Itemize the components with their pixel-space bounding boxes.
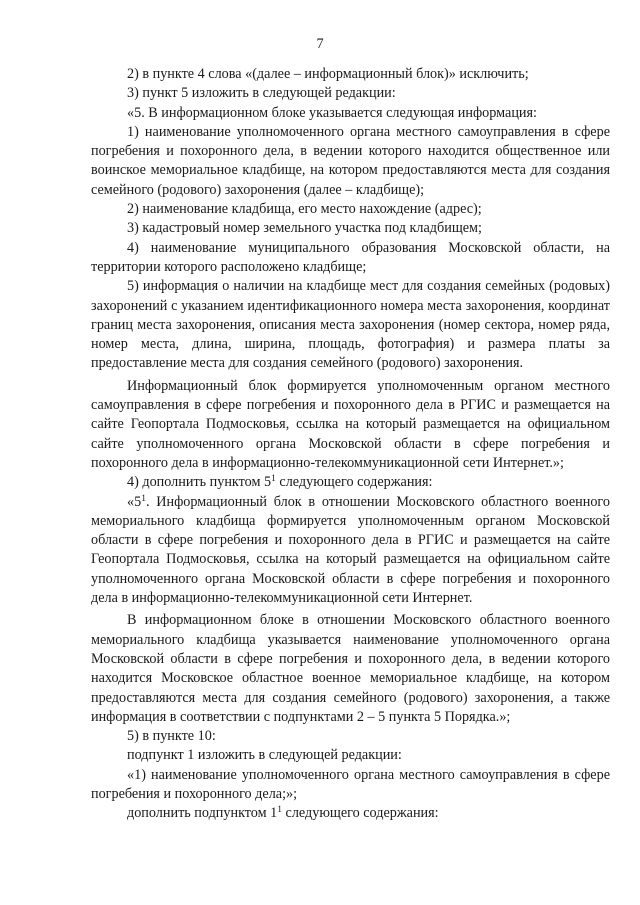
text-fragment: следующего содержания: — [281, 805, 439, 822]
paragraph-amend-item-5: 3) пункт 5 изложить в следующей редакции: — [127, 85, 396, 102]
paragraph-add-item-5-1 — [91, 473, 610, 492]
paragraph-item-5-intro: «5. В информационном блоке указывается следующая информация: — [127, 104, 537, 121]
paragraph-amend-item-4: 2) в пункте 4 слова «(далее – информационный блок)» исключить; — [127, 66, 529, 82]
text-fragment: «5 — [127, 493, 142, 510]
superscript-index: 1 — [271, 474, 276, 485]
paragraph-item-10: 5) в пункте 10: — [127, 728, 216, 745]
superscript-index: 1 — [141, 493, 146, 504]
page-number: 7 — [316, 36, 324, 52]
paragraph-subitem-4: 4) наименование муниципального образования Московской области, на территории которого расположено кладбище; — [91, 239, 610, 275]
text-fragment: . Информационный блок в отношении Московского областного военного мемориального кладбища формируется уполномоченным органом Московской области в сфере погребения и похоронного дела в РГИС и размещается на сайте Геопортала Подмосковья, ссылка на который размещается на официальном сайте уполномоченного органа Московской области в сфере погребения и похоронного дела в информационно-телекоммуникационной сети Интернет. — [91, 493, 610, 607]
paragraph-info-block-formation: Информационный блок формируется уполномоченным органом местного самоуправления в сфере погребения и похоронного дела в РГИС и размещается на сайте Геопортала Подмосковья, ссылка на который размещается на официальном сайте уполномоченного органа Московской области в сфере погребения и похоронного дела в информационно-телекоммуникационной сети Интернет.»; — [91, 377, 610, 471]
text-fragment: дополнить подпунктом 1 — [127, 805, 278, 822]
text-fragment: 4) дополнить пунктом 5 — [127, 474, 272, 491]
document-body — [91, 65, 610, 824]
paragraph-subitem-5: 5) информация о наличии на кладбище мест для создания семейных (родовых) захоронений с указанием идентификационного номера места захоронения, координат границ места захоронения, описания места захоронения (номер сектора, номер ряда, номер места, длина, ширина, площадь, фотография) и размера платы за предоставление места для создания семейного (родового) захоронения. — [91, 278, 610, 372]
paragraph-item-5-1 — [91, 493, 610, 609]
paragraph-subitem-1-text: «1) наименование уполномоченного органа местного самоуправления в сфере погребения и похоронного дела;»; — [91, 766, 610, 802]
paragraph-military-cemetery-info: В информационном блоке в отношении Московского областного военного мемориального кладбища указывается наименование уполномоченного органа Московской области в сфере погребения и похоронного дела, в ведении которого находится Московское областное военное мемориальное кладбище, на котором предоставляются места для создания семейного (родового) захоронения, а также информация в соответствии с подпунктами 2 – 5 пункта 5 Порядка.»; — [91, 612, 610, 725]
paragraph-add-subitem-1-1 — [91, 804, 610, 823]
paragraph-subitem-2: 2) наименование кладбища, его место нахождение (адрес); — [127, 201, 482, 218]
superscript-index: 1 — [277, 805, 282, 816]
paragraph-subitem-3: 3) кадастровый номер земельного участка под кладбищем; — [127, 220, 482, 237]
paragraph-subitem-1: 1) наименование уполномоченного органа местного самоуправления в сфере погребения и похоронного дела, в ведении которого находится общественное или воинское мемориальное кладбище, на котором предоставляются места для создания семейного (родового) захоронения (далее – кладбище); — [91, 123, 610, 198]
text-fragment: следующего содержания: — [275, 474, 433, 491]
paragraph-subitem-1-amend: подпункт 1 изложить в следующей редакции: — [127, 747, 402, 764]
